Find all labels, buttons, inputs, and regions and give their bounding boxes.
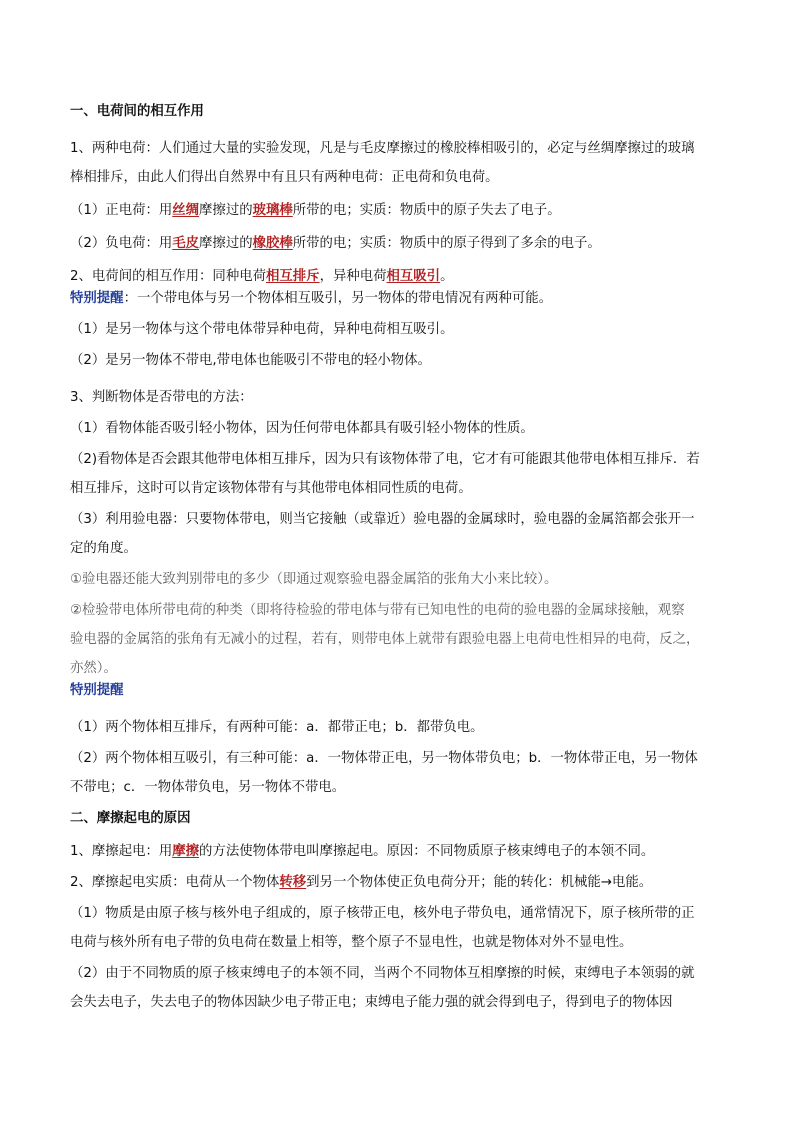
note-paragraph: 亦然）。 — [70, 661, 117, 676]
paragraph-interaction — [70, 267, 746, 287]
paragraph: （1）物质是由原子核与核外电子组成的，原子核带正电，核外电子带负电，通常情况下，原子核所带的正 — [70, 906, 695, 921]
note-paragraph: ②检验带电体所带电荷的种类（即将待检验的带电体与带有已知电性的电荷的验电器的金属球接触，观察 — [70, 603, 685, 618]
paragraph: 1、两种电荷：人们通过大量的实验发现，凡是与毛皮摩擦过的橡胶棒相吸引的，必定与丝绸摩擦过的玻璃 — [70, 141, 695, 156]
paragraph: 不带电；c．一物体带负电，另一物体不带电。 — [70, 780, 346, 795]
text: 摩擦过的 — [199, 203, 253, 218]
paragraph: 会失去电子，失去电子的物体因缺少电子带正电；束缚电子能力强的就会得到电子，得到电子的物体因 — [70, 995, 673, 1010]
keyword: 相互吸引 — [386, 269, 441, 284]
section-title-1: 一、电荷间的相互作用 — [70, 104, 204, 119]
note-paragraph: ①验电器还能大致判别带电的多少（即通过观察验电器金属箔的张角大小来比较）。 — [70, 572, 558, 587]
paragraph: （2）是另一物体不带电,带电体也能吸引不带电的轻小物体。 — [70, 353, 431, 368]
text: 所带的电；实质：物质中的原子得到了多余的电子。 — [292, 236, 601, 251]
text: ，异种电荷 — [319, 269, 387, 284]
paragraph: （1）两个物体相互排斥，有两种可能：a．都带正电；b．都带负电。 — [70, 720, 484, 735]
text: 的方法使物体带电叫摩擦起电。原因：不同物质原子核束缚电子的本领不同。 — [199, 844, 655, 859]
text: 2、电荷间的相互作用：同种电荷 — [70, 269, 266, 284]
text: 1、摩擦起电：用 — [70, 844, 173, 859]
paragraph: （3）利用验电器：只要物体带电，则当它接触（或靠近）验电器的金属球时，验电器的金属箔都会张开一 — [70, 512, 695, 527]
text: 2、摩擦起电实质：电荷从一个物体 — [70, 875, 280, 890]
keyword: 橡胶棒 — [252, 236, 293, 251]
paragraph: （1）看物体能否吸引轻小物体，因为任何带电体都具有吸引轻小物体的性质。 — [70, 421, 534, 436]
document-body — [70, 102, 746, 1013]
section-title-2: 二、摩擦起电的原因 — [70, 811, 191, 826]
tip-label: 特别提醒 — [70, 683, 124, 698]
paragraph: 电荷与核外所有电子带的负电荷在数量上相等，整个原子不显电性，也就是物体对外不显电性。 — [70, 935, 633, 950]
keyword: 毛皮 — [172, 236, 200, 251]
keyword: 丝绸 — [172, 203, 200, 218]
keyword: 玻璃棒 — [252, 203, 293, 218]
paragraph: 棒相排斥，由此人们得出自然界中有且只有两种电荷：正电荷和负电荷。 — [70, 170, 499, 185]
keyword: 转移 — [279, 875, 307, 890]
paragraph: （2)看物体是否会跟其他带电体相互排斥，因为只有该物体带了电，它才有可能跟其他带电体相互排斥．若 — [70, 452, 700, 467]
paragraph-essence — [70, 873, 746, 893]
text: ：一个带电体与另一个物体相互吸引，另一物体的带电情况有两种可能。 — [123, 291, 553, 306]
paragraph: （2）两个物体相互吸引，有三种可能：a．一物体带正电，另一物体带负电；b．一物体带正电，另一物体 — [70, 751, 698, 766]
tip-paragraph — [70, 289, 746, 309]
paragraph-negative-charge — [70, 234, 746, 254]
keyword: 摩擦 — [172, 844, 200, 859]
tip-label: 特别提醒 — [70, 291, 124, 306]
text: 。 — [440, 269, 454, 284]
paragraph-friction — [70, 842, 746, 862]
paragraph: （1）是另一物体与这个带电体带异种电荷，异种电荷相互吸引。 — [70, 322, 454, 337]
text: （2）负电荷：用 — [70, 236, 173, 251]
text: （1）正电荷：用 — [70, 203, 173, 218]
text: 所带的电；实质：物质中的原子失去了电子。 — [292, 203, 561, 218]
text: 摩擦过的 — [199, 236, 253, 251]
note-paragraph: 验电器的金属箔的张角有无减小的过程，若有，则带电体上就带有跟验电器上电荷电性相异的电荷，反之， — [70, 632, 700, 647]
paragraph: 相互排斥，这时可以肯定该物体带有与其他带电体相同性质的电荷。 — [70, 481, 472, 496]
keyword: 相互排斥 — [266, 269, 320, 284]
text: 到另一个物体使正负电荷分开；能的转化：机械能→电能。 — [306, 875, 653, 890]
paragraph-positive-charge — [70, 201, 746, 221]
paragraph: 定的角度。 — [70, 541, 137, 556]
paragraph: （2）由于不同物质的原子核束缚电子的本领不同，当两个不同物体互相摩擦的时候，束缚电子本领弱的就 — [70, 966, 695, 981]
paragraph: 3、判断物体是否带电的方法： — [70, 390, 253, 405]
